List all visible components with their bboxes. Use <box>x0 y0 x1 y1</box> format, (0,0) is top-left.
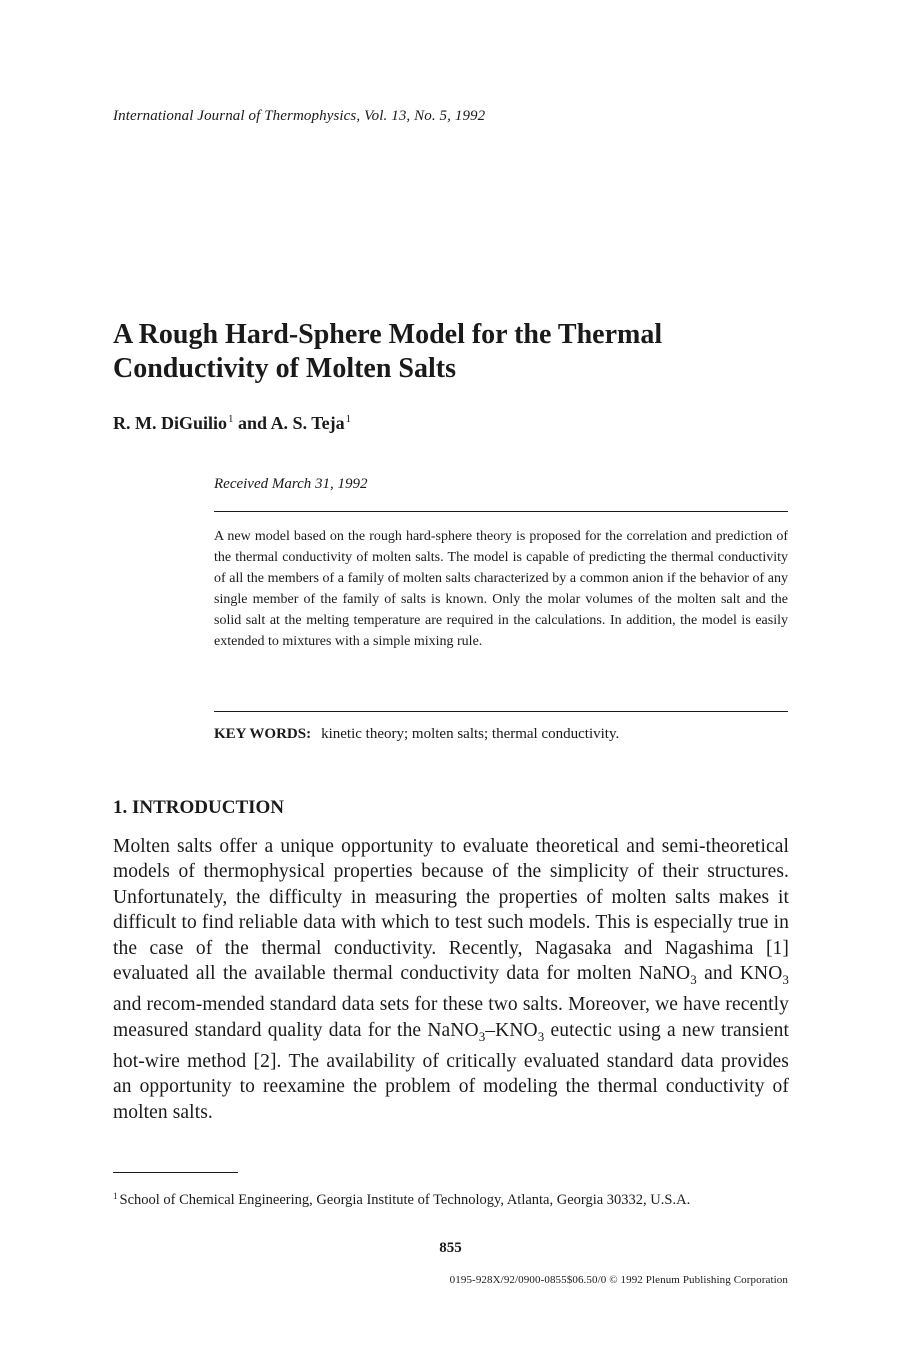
received-date: Received March 31, 1992 <box>214 476 368 492</box>
footnote <box>113 1186 797 1210</box>
affiliation-mark: 1 <box>228 413 234 425</box>
paragraph-text: and recom-mended standard data sets for these two salts. Moreover, we have recently measured standard quality data for the <box>113 994 789 1041</box>
article-title <box>113 318 813 386</box>
author-name: R. M. DiGuilio <box>113 413 228 433</box>
introduction-paragraph <box>113 834 789 1125</box>
page-number: 855 <box>439 1240 462 1256</box>
copyright-line: 0195-928X/92/0900-0855$06.50/0 © 1992 Plenum Publishing Corporation <box>449 1274 788 1286</box>
footnote-text: School of Chemical Engineering, Georgia Institute of Technology, Atlanta, Georgia 30332, U.S.A. <box>119 1192 691 1208</box>
abstract-top-rule <box>214 511 788 512</box>
paragraph-text: and <box>704 963 733 985</box>
keywords-label: KEY WORDS: <box>214 726 312 742</box>
chemical-formula: NaNO$_3$ <box>638 963 697 987</box>
author-separator: and <box>238 413 268 433</box>
chemical-formula: $NaNO_3-KNO_3$ <box>427 1019 545 1044</box>
keywords-list: kinetic theory; molten salts; thermal conductivity. <box>321 726 620 742</box>
title-line-1: A Rough Hard-Sphere Model for the Thermal <box>113 319 663 350</box>
section-heading: 1. INTRODUCTION <box>113 797 285 818</box>
abstract-bottom-rule <box>214 711 788 712</box>
footnote-mark: 1 <box>113 1191 118 1201</box>
keywords <box>214 726 619 743</box>
author-name: A. S. Teja <box>270 413 345 433</box>
author-list <box>113 413 351 434</box>
affiliation-mark: 1 <box>345 413 352 425</box>
footnote-rule <box>113 1172 238 1173</box>
abstract: A new model based on the rough hard-sphere theory is proposed for the correlation and prediction of the thermal conductivity of molten salts. The model is capable of predicting the thermal conductivity of all the members of a family of molten salts characterized by a common anion if the behavior of any single member of the family of salts is known. Only the molar volumes of the molten salt and the solid salt at the melting temperature are required in the calculations. In addition, the model is easily extended to mixtures with a simple mixing rule. <box>214 529 788 649</box>
title-line-2: Conductivity of Molten Salts <box>113 353 456 384</box>
paragraph-text: eutectic using a new transient hot-wire method [2]. The availability of critically evaluated standard data provides an opportunity to reexamine the problem of modeling the thermal conductivity of molten salts. <box>113 1019 789 1123</box>
paragraph-text: Molten salts offer a unique opportunity to evaluate theoretical and semi-theoretical models of thermophysical properties because of the simplicity of their structures. Unfortunately, the difficulty in measuring the properties of molten salts makes it difficult to find reliable data with which to test such models. This is especially true in the case of the thermal conductivity. Recently, Nagasaka and Nagashima [1] evaluated all the available thermal conductivity data for molten <box>113 836 789 985</box>
journal-citation: International Journal of Thermophysics, Vol. 13, No. 5, 1992 <box>113 108 486 124</box>
chemical-formula: $KNO_3$ <box>739 963 789 987</box>
